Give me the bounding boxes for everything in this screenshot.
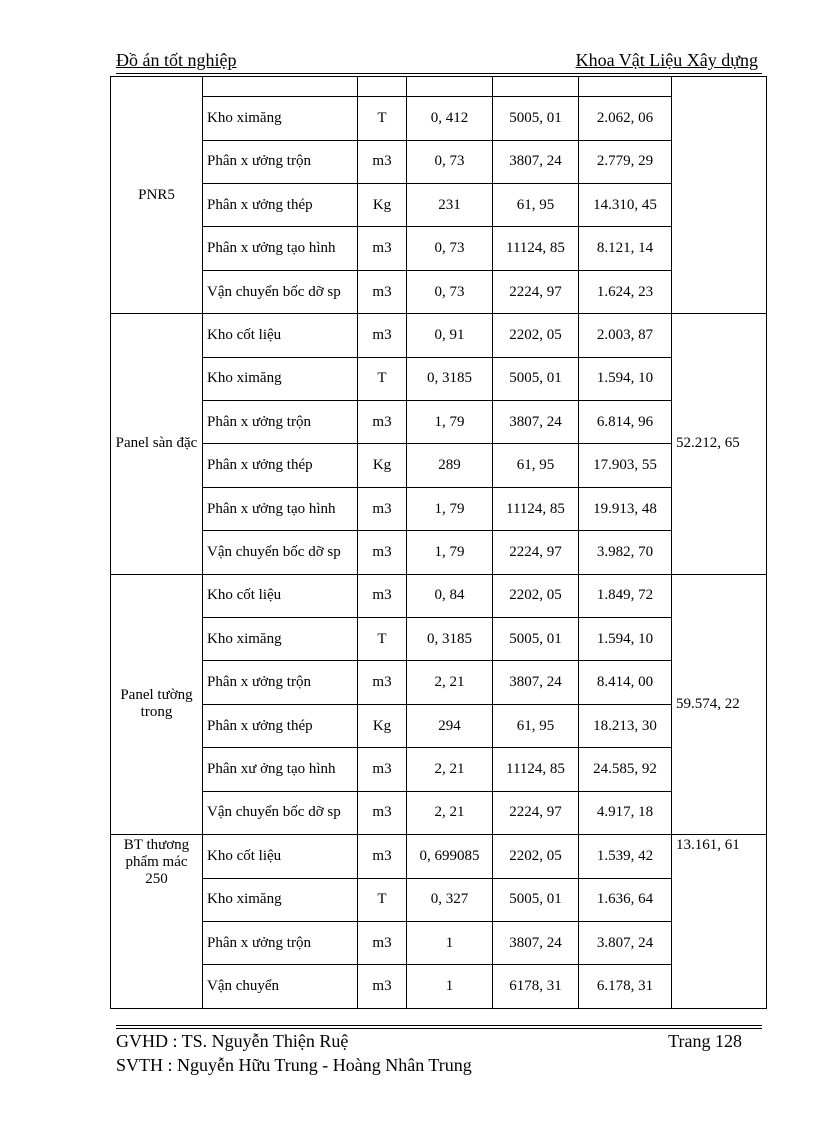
table-row xyxy=(111,444,767,487)
footer-advisor: GVHD : TS. Nguyễn Thiện Ruệ xyxy=(116,1031,349,1051)
amount-cell: 1.849, 72 xyxy=(579,574,672,617)
unit-cell: T xyxy=(358,97,407,140)
table-row xyxy=(111,531,767,574)
price-cell: 3807, 24 xyxy=(493,661,579,704)
qty-cell: 1, 79 xyxy=(407,531,493,574)
unit-cell: m3 xyxy=(358,835,407,878)
item-cell: Phân x ưởng thép xyxy=(203,704,358,747)
table-row xyxy=(111,357,767,400)
table-row xyxy=(111,704,767,747)
amount-cell: 3.982, 70 xyxy=(579,531,672,574)
footer-advisor-line xyxy=(116,1031,762,1053)
qty-cell: 1 xyxy=(407,921,493,964)
qty-cell xyxy=(407,77,493,97)
price-cell: 5005, 01 xyxy=(493,97,579,140)
qty-cell: 0, 91 xyxy=(407,314,493,357)
item-cell: Vận chuyển xyxy=(203,965,358,1009)
qty-cell: 2, 21 xyxy=(407,661,493,704)
qty-cell: 2, 21 xyxy=(407,791,493,834)
table-row xyxy=(111,748,767,791)
price-cell: 2202, 05 xyxy=(493,314,579,357)
table-row xyxy=(111,487,767,530)
qty-cell: 0, 412 xyxy=(407,97,493,140)
unit-cell: T xyxy=(358,357,407,400)
table-row xyxy=(111,965,767,1009)
item-cell: Phân x ưởng tạo hình xyxy=(203,487,358,530)
group-name-cell: BT thương phẩm mác 250 xyxy=(111,835,203,1009)
footer-students: SVTH : Nguyễn Hữu Trung - Hoàng Nhân Trung xyxy=(116,1055,472,1075)
group-total-cell xyxy=(672,77,767,314)
amount-cell: 8.414, 00 xyxy=(579,661,672,704)
amount-cell: 2.779, 29 xyxy=(579,140,672,183)
item-cell: Kho ximăng xyxy=(203,878,358,921)
amount-cell: 3.807, 24 xyxy=(579,921,672,964)
item-cell: Phân x ưởng trộn xyxy=(203,140,358,183)
unit-cell: m3 xyxy=(358,314,407,357)
qty-cell: 289 xyxy=(407,444,493,487)
price-cell: 3807, 24 xyxy=(493,401,579,444)
item-cell: Vận chuyển bốc dỡ sp xyxy=(203,270,358,313)
price-cell: 61, 95 xyxy=(493,444,579,487)
unit-cell: m3 xyxy=(358,227,407,270)
qty-cell: 1 xyxy=(407,965,493,1009)
unit-cell: m3 xyxy=(358,574,407,617)
item-cell: Vận chuyển bốc dỡ sp xyxy=(203,791,358,834)
unit-cell: Kg xyxy=(358,444,407,487)
header-right-title: Khoa Vật Liệu Xây dựng xyxy=(575,50,758,70)
price-cell: 3807, 24 xyxy=(493,140,579,183)
price-cell: 5005, 01 xyxy=(493,618,579,661)
price-cell: 3807, 24 xyxy=(493,921,579,964)
price-cell: 11124, 85 xyxy=(493,227,579,270)
item-cell: Phân x ưởng tạo hình xyxy=(203,227,358,270)
item-cell: Phân xư ởng tạo hình xyxy=(203,748,358,791)
qty-cell: 0, 73 xyxy=(407,227,493,270)
table-row xyxy=(111,314,767,357)
unit-cell: m3 xyxy=(358,531,407,574)
item-cell: Kho cốt liệu xyxy=(203,574,358,617)
unit-cell: m3 xyxy=(358,748,407,791)
amount-cell: 24.585, 92 xyxy=(579,748,672,791)
amount-cell: 2.062, 06 xyxy=(579,97,672,140)
amount-cell: 8.121, 14 xyxy=(579,227,672,270)
table-row xyxy=(111,878,767,921)
item-cell: Vận chuyển bốc dỡ sp xyxy=(203,531,358,574)
amount-cell: 1.594, 10 xyxy=(579,357,672,400)
price-cell: 5005, 01 xyxy=(493,357,579,400)
price-cell: 6178, 31 xyxy=(493,965,579,1009)
cost-table xyxy=(110,76,767,1009)
qty-cell: 1, 79 xyxy=(407,487,493,530)
unit-cell: T xyxy=(358,878,407,921)
qty-cell: 0, 327 xyxy=(407,878,493,921)
table-row xyxy=(111,77,767,97)
group-total-cell: 59.574, 22 xyxy=(672,574,767,834)
table-row xyxy=(111,574,767,617)
unit-cell: m3 xyxy=(358,487,407,530)
item-cell: Phân x ưởng trộn xyxy=(203,921,358,964)
table-row xyxy=(111,97,767,140)
qty-cell: 0, 84 xyxy=(407,574,493,617)
table-row xyxy=(111,835,767,878)
table-row xyxy=(111,401,767,444)
table-row xyxy=(111,227,767,270)
group-name-cell: PNR5 xyxy=(111,77,203,314)
table-row xyxy=(111,791,767,834)
unit-cell: m3 xyxy=(358,791,407,834)
table-row xyxy=(111,921,767,964)
qty-cell: 231 xyxy=(407,184,493,227)
price-cell: 11124, 85 xyxy=(493,748,579,791)
unit-cell: Kg xyxy=(358,704,407,747)
price-cell: 61, 95 xyxy=(493,704,579,747)
qty-cell: 0, 73 xyxy=(407,140,493,183)
unit-cell: m3 xyxy=(358,965,407,1009)
header-divider xyxy=(116,73,762,74)
item-cell: Phân x ưởng trộn xyxy=(203,401,358,444)
group-name-cell: Panel sàn đặc xyxy=(111,314,203,574)
table-row xyxy=(111,140,767,183)
amount-cell: 4.917, 18 xyxy=(579,791,672,834)
table-row xyxy=(111,661,767,704)
item-cell: Phân x ưởng thép xyxy=(203,184,358,227)
footer-page-number: Trang 128 xyxy=(668,1031,742,1051)
item-cell: Phân x ưởng thép xyxy=(203,444,358,487)
qty-cell: 0, 3185 xyxy=(407,618,493,661)
page-header xyxy=(116,50,762,72)
unit-cell: m3 xyxy=(358,661,407,704)
amount-cell: 17.903, 55 xyxy=(579,444,672,487)
table-row xyxy=(111,184,767,227)
price-cell: 2224, 97 xyxy=(493,531,579,574)
item-cell: Kho ximăng xyxy=(203,618,358,661)
group-name-cell: Panel tường trong xyxy=(111,574,203,834)
amount-cell: 2.003, 87 xyxy=(579,314,672,357)
amount-cell: 1.539, 42 xyxy=(579,835,672,878)
unit-cell: m3 xyxy=(358,270,407,313)
unit-cell: T xyxy=(358,618,407,661)
price-cell: 2224, 97 xyxy=(493,270,579,313)
amount-cell: 1.594, 10 xyxy=(579,618,672,661)
price-cell: 2224, 97 xyxy=(493,791,579,834)
amount-cell: 19.913, 48 xyxy=(579,487,672,530)
price-cell: 5005, 01 xyxy=(493,878,579,921)
qty-cell: 1, 79 xyxy=(407,401,493,444)
item-cell: Kho ximăng xyxy=(203,357,358,400)
footer-divider-bottom xyxy=(116,1028,762,1029)
item-cell: Kho ximăng xyxy=(203,97,358,140)
amount-cell: 1.636, 64 xyxy=(579,878,672,921)
item-cell: Kho cốt liệu xyxy=(203,835,358,878)
footer-students-line xyxy=(116,1055,762,1077)
price-cell: 61, 95 xyxy=(493,184,579,227)
unit-cell: m3 xyxy=(358,401,407,444)
table-row xyxy=(111,618,767,661)
qty-cell: 2, 21 xyxy=(407,748,493,791)
item-cell xyxy=(203,77,358,97)
item-cell: Phân x ưởng trộn xyxy=(203,661,358,704)
footer-divider-top xyxy=(116,1025,762,1026)
unit-cell: Kg xyxy=(358,184,407,227)
item-cell: Kho cốt liệu xyxy=(203,314,358,357)
price-cell: 2202, 05 xyxy=(493,835,579,878)
unit-cell: m3 xyxy=(358,921,407,964)
unit-cell: m3 xyxy=(358,140,407,183)
qty-cell: 294 xyxy=(407,704,493,747)
amount-cell: 6.814, 96 xyxy=(579,401,672,444)
group-total-cell: 13.161, 61 xyxy=(672,835,767,1009)
qty-cell: 0, 699085 xyxy=(407,835,493,878)
qty-cell: 0, 73 xyxy=(407,270,493,313)
amount-cell: 14.310, 45 xyxy=(579,184,672,227)
amount-cell: 1.624, 23 xyxy=(579,270,672,313)
table-row xyxy=(111,270,767,313)
price-cell: 11124, 85 xyxy=(493,487,579,530)
header-left-title: Đồ án tốt nghiệp xyxy=(116,50,237,70)
amount-cell: 18.213, 30 xyxy=(579,704,672,747)
group-total-cell: 52.212, 65 xyxy=(672,314,767,574)
amount-cell: 6.178, 31 xyxy=(579,965,672,1009)
price-cell xyxy=(493,77,579,97)
price-cell: 2202, 05 xyxy=(493,574,579,617)
unit-cell xyxy=(358,77,407,97)
qty-cell: 0, 3185 xyxy=(407,357,493,400)
amount-cell xyxy=(579,77,672,97)
